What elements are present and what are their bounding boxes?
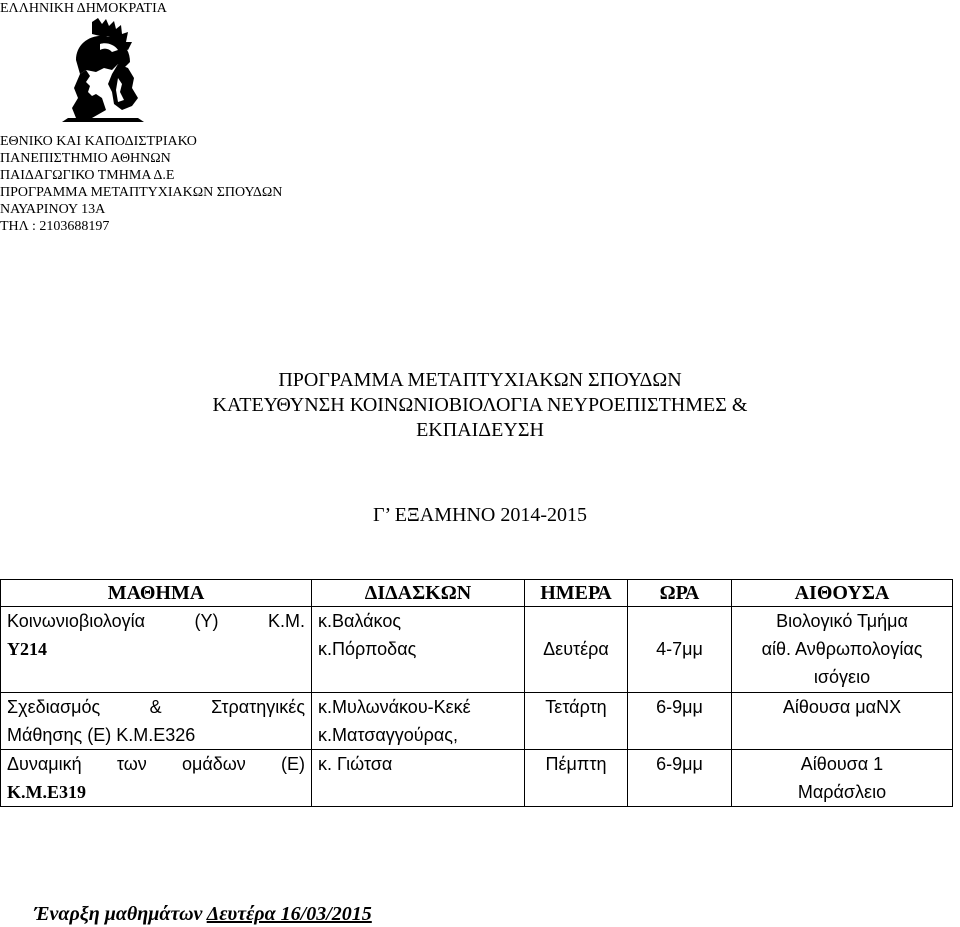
header-room: ΑΙΘΟΥΣΑ bbox=[732, 580, 953, 607]
phone-line: ΤΗΛ : 2103688197 bbox=[0, 219, 110, 234]
time-value: 4-7μμ bbox=[656, 639, 703, 659]
course-cell bbox=[1, 750, 312, 807]
day-cell bbox=[525, 693, 628, 750]
teacher-name: κ. Γιώτσα bbox=[318, 754, 393, 774]
course-code: Υ214 bbox=[7, 639, 47, 659]
helmeted-athena-seal-icon bbox=[62, 18, 144, 122]
start-label: Έναρξη μαθημάτων bbox=[34, 903, 203, 925]
time-value: 6-9μμ bbox=[656, 754, 703, 774]
program-title-line-2: ΚΑΤΕΥΘΥΝΣΗ ΚΟΙΝΩΝΙΟΒΙΟΛΟΓΙΑ ΝΕΥΡΟΕΠΙΣΤΗΜΕΣ & bbox=[212, 394, 748, 416]
course-start-note bbox=[34, 903, 372, 926]
room-cell bbox=[732, 750, 953, 807]
day-value: Τετάρτη bbox=[545, 697, 607, 717]
program-title-line-1: ΠΡΟΓΡΑΜΜΑ ΜΕΤΑΠΤΥΧΙΑΚΩΝ ΣΠΟΥΔΩΝ bbox=[278, 369, 682, 391]
day-value: Πέμπτη bbox=[545, 754, 607, 774]
course-cell bbox=[1, 607, 312, 693]
time-cell bbox=[628, 693, 732, 750]
program-line: ΠΡΟΓΡΑΜΜΑ ΜΕΤΑΠΤΥΧΙΑΚΩΝ ΣΠΟΥΔΩΝ bbox=[0, 185, 283, 200]
time-cell bbox=[628, 750, 732, 807]
schedule-table bbox=[0, 579, 953, 807]
course-name: Κοινωνιοβιολογία (Υ) Κ.Μ. bbox=[7, 611, 305, 631]
header-day: ΗΜΕΡΑ bbox=[525, 580, 628, 607]
day-cell bbox=[525, 607, 628, 693]
header-course: ΜΑΘΗΜΑ bbox=[1, 580, 312, 607]
course-code: Μάθησης (Ε) Κ.Μ.Ε326 bbox=[7, 725, 196, 745]
room-cell bbox=[732, 693, 953, 750]
room-line: Αίθουσα μαΝΧ bbox=[782, 697, 902, 717]
department-line: ΠΑΙΔΑΓΩΓΙΚΟ ΤΜΗΜΑ Δ.Ε bbox=[0, 168, 175, 183]
time-value: 6-9μμ bbox=[656, 697, 703, 717]
room-line: Βιολογικό Τμήμα bbox=[776, 611, 908, 631]
university-line-1: ΕΘΝΙΚΟ ΚΑΙ ΚΑΠΟΔΙΣΤΡΙΑΚΟ bbox=[0, 134, 197, 149]
course-name: Δυναμική των ομάδων (Ε) bbox=[7, 754, 305, 774]
start-date: Δευτέρα 16/03/2015 bbox=[206, 903, 372, 925]
university-line-2: ΠΑΝΕΠΙΣΤΗΜΙΟ ΑΘΗΝΩΝ bbox=[0, 151, 171, 166]
course-name: Σχεδιασμός & Στρατηγικές bbox=[7, 697, 305, 717]
institution-block bbox=[0, 133, 282, 235]
republic-heading: ΕΛΛΗΝΙΚΗ ΔΗΜΟΚΡΑΤΙΑ bbox=[0, 1, 167, 16]
teacher-name: κ.Πόρποδας bbox=[318, 639, 417, 659]
teacher-cell bbox=[312, 693, 525, 750]
program-title bbox=[0, 368, 960, 443]
header-time: ΩΡΑ bbox=[628, 580, 732, 607]
table-header-row bbox=[1, 580, 953, 607]
teacher-name: κ.Ματσαγγούρας, bbox=[318, 725, 458, 745]
table-row bbox=[1, 693, 953, 750]
teacher-name: κ.Βαλάκος bbox=[318, 611, 402, 631]
teacher-cell bbox=[312, 607, 525, 693]
teacher-cell bbox=[312, 750, 525, 807]
semester-title: Γ’ ΕΞΑΜΗΝΟ 2014-2015 bbox=[372, 504, 588, 526]
room-line: Μαράσλειο bbox=[797, 782, 887, 802]
table-row bbox=[1, 750, 953, 807]
course-cell bbox=[1, 693, 312, 750]
table-row bbox=[1, 607, 953, 693]
day-cell bbox=[525, 750, 628, 807]
course-code: Κ.Μ.Ε319 bbox=[7, 782, 86, 802]
room-line: αίθ. Ανθρωπολογίας bbox=[761, 639, 923, 659]
time-cell bbox=[628, 607, 732, 693]
room-line: ισόγειο bbox=[813, 667, 871, 687]
day-value: Δευτέρα bbox=[543, 639, 609, 659]
address-line: ΝΑΥΑΡΙΝΟΥ 13Α bbox=[0, 202, 106, 217]
room-line: Αίθουσα 1 bbox=[800, 754, 884, 774]
header-teacher: ΔΙΔΑΣΚΩΝ bbox=[312, 580, 525, 607]
teacher-name: κ.Μυλωνάκου-Κεκέ bbox=[318, 697, 471, 717]
room-cell bbox=[732, 607, 953, 693]
program-title-line-3: ΕΚΠΑΙΔΕΥΣΗ bbox=[416, 419, 544, 441]
